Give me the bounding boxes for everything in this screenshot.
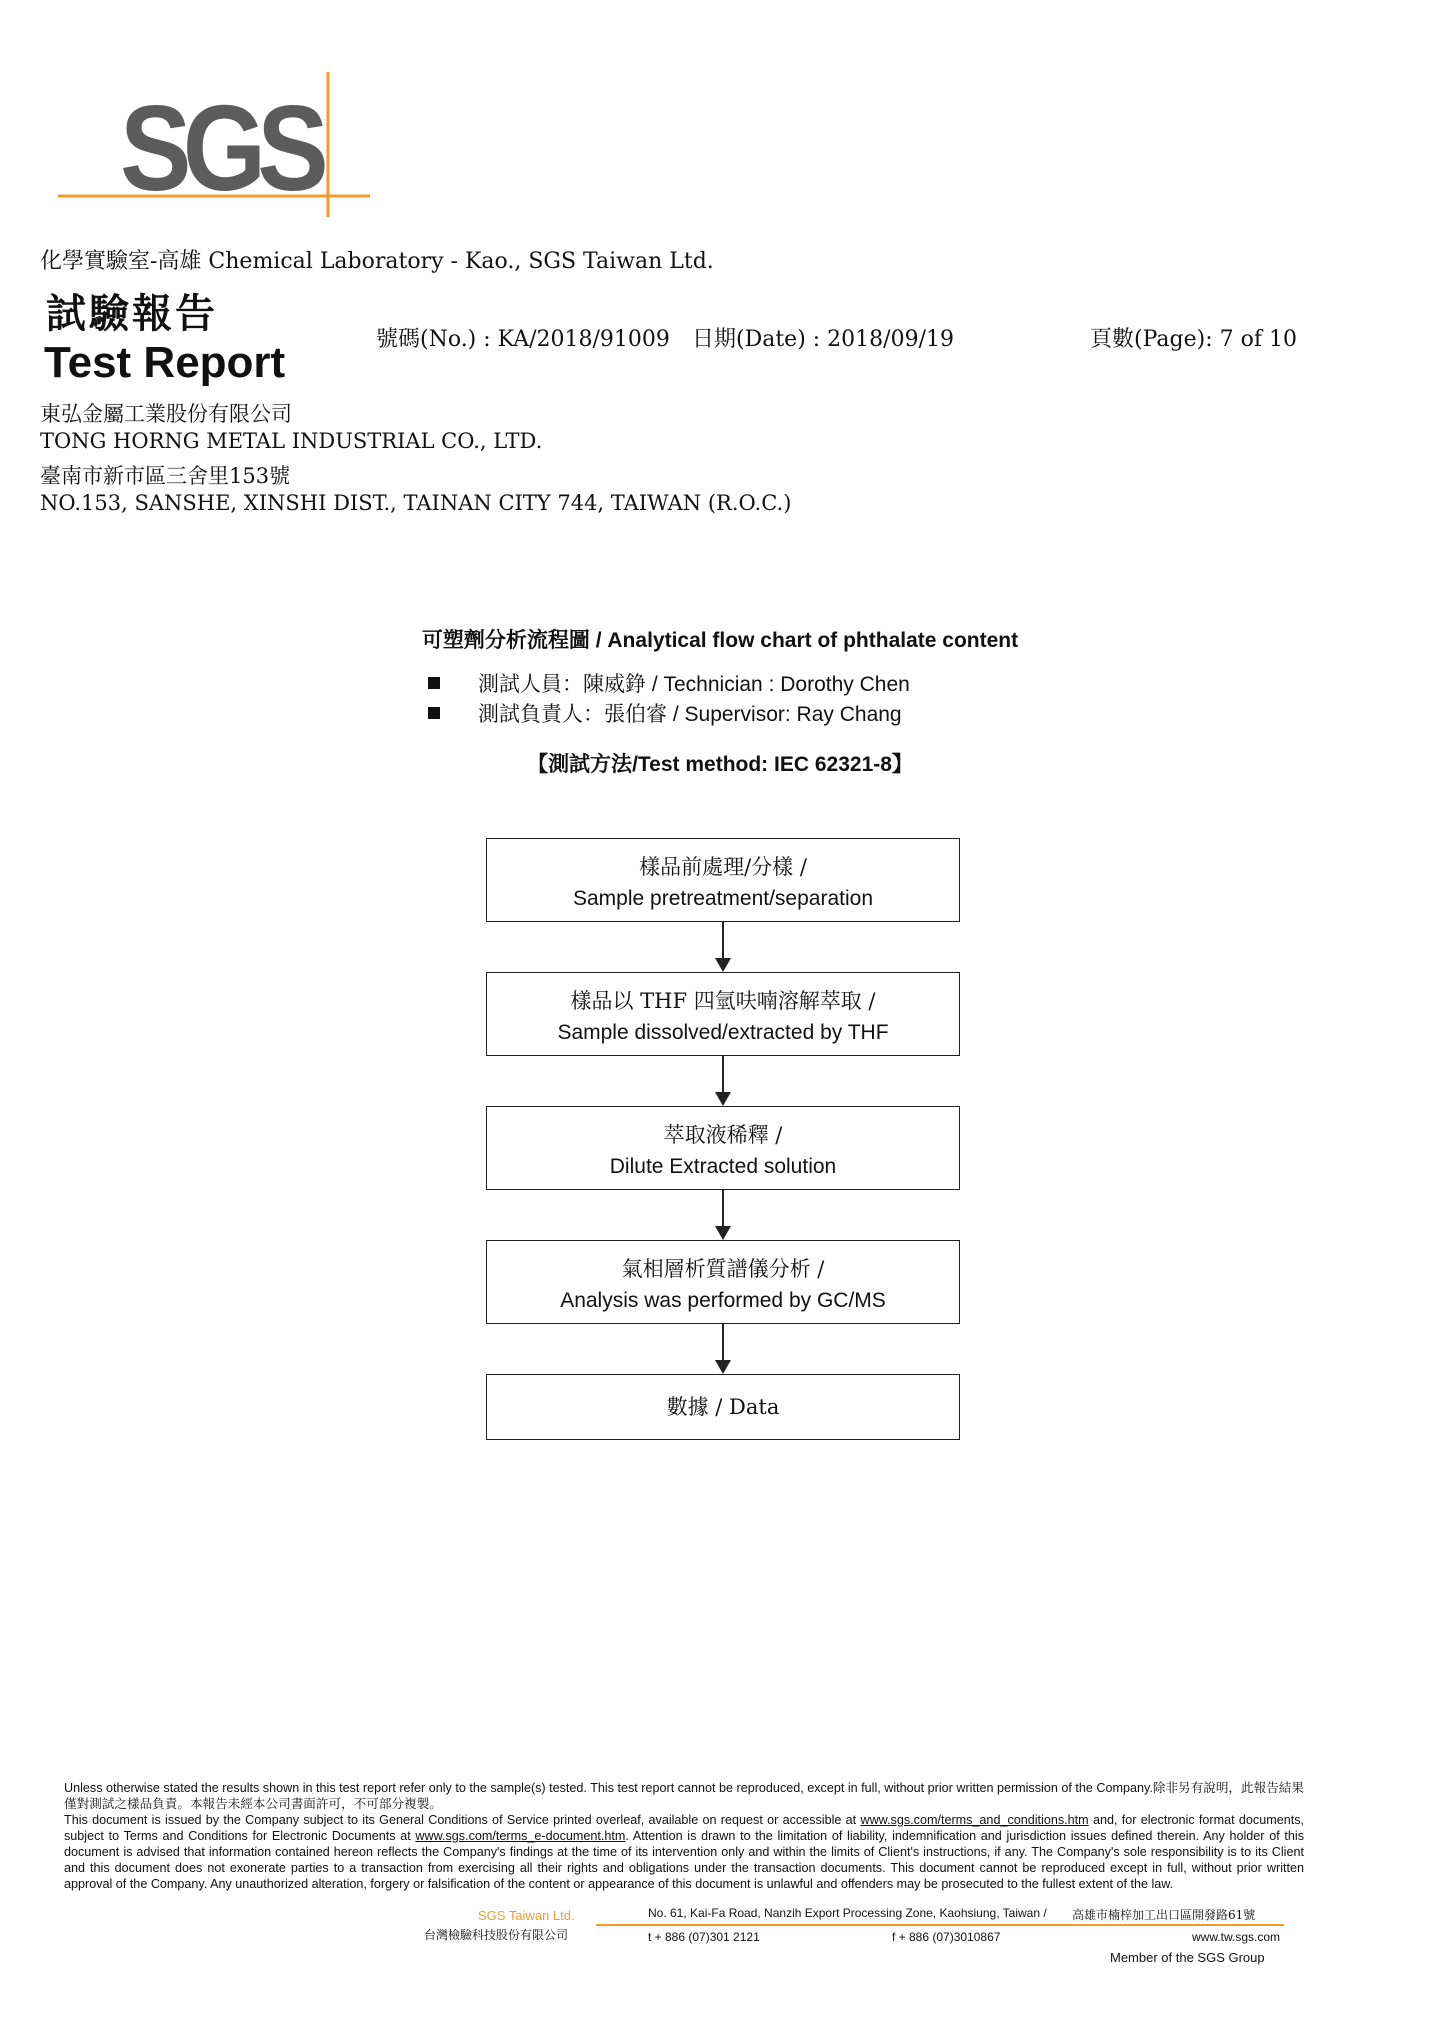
footer-member: Member of the SGS Group xyxy=(1110,1950,1265,1965)
flow-step-pretreatment: 樣品前處理/分樣 / Sample pretreatment/separation xyxy=(486,838,960,922)
footer-telephone: t + 886 (07)301 2121 xyxy=(648,1930,760,1944)
flow-arrow-2 xyxy=(722,1056,724,1104)
footer-fax: f + 886 (07)3010867 xyxy=(892,1930,1001,1944)
supervisor-cn: 測試負責人：張伯睿 xyxy=(478,702,667,726)
flow-arrow-4 xyxy=(722,1324,724,1372)
bullet-square-icon xyxy=(428,677,440,689)
report-number: 號碼(No.) : KA/2018/91009 xyxy=(376,327,670,352)
lab-line: 化學實驗室-高雄 Chemical Laboratory - Kao., SGS Taiwan Ltd. xyxy=(40,249,714,274)
section-title xyxy=(0,624,1440,654)
footer-divider xyxy=(596,1924,1284,1926)
client-address-en: NO.153, SANSHE, XINSHI DIST., TAINAN CITY 744, TAIWAN (R.O.C.) xyxy=(40,491,792,515)
section-title-cn: 可塑劑分析流程圖 xyxy=(421,627,590,652)
client-address-cn: 臺南市新市區三舍里153號 xyxy=(40,464,291,488)
flow-step-data: 數據 / Data xyxy=(486,1374,960,1440)
terms-conditions-link[interactable]: www.sgs.com/terms_and_conditions.htm xyxy=(860,1813,1089,1827)
supervisor-row xyxy=(428,698,902,728)
bullet-square-icon xyxy=(428,707,440,719)
footer-address-cn: 高雄市楠梓加工出口區開發路61號 xyxy=(1072,1908,1256,1922)
technician-cn: 測試人員：陳威錚 xyxy=(478,672,646,696)
footer-website[interactable]: www.tw.sgs.com xyxy=(1192,1930,1281,1944)
report-title-en: Test Report xyxy=(44,338,286,387)
test-method: 【測試方法/Test method: IEC 62321-8】 xyxy=(527,751,913,776)
flow-step-gcms: 氣相層析質譜儀分析 / Analysis was performed by GC/MS xyxy=(486,1240,960,1324)
flow-arrow-1 xyxy=(722,922,724,970)
footer-company-en: SGS Taiwan Ltd. xyxy=(478,1908,575,1923)
page-number: 頁數(Page): 7 of 10 xyxy=(1090,327,1297,352)
section-title-en: / Analytical flow chart of phthalate content xyxy=(589,629,1019,652)
flow-arrow-3 xyxy=(722,1190,724,1238)
technician-row xyxy=(428,668,910,698)
footer-disclaimer-p2: This document is issued by the Company subject to its General Conditions of Service printed overleaf, available on request or accessible at www.sgs.com/terms_and_conditions.htm and, for electronic format documents, subject to Terms and Conditions for Electronic Documents at www.sgs.com/terms_e-document.htm. Attention is drawn to the limitation of liability, indemnification and jurisdiction issues defined therein. Any holder of this document is advised that information contained hereon reflects the Company's findings at the time of its intervention only and within the limits of Client's instructions, if any. The Company's sole responsibility is to its Client and this document does not exonerate parties to a transaction from exercising all their rights and obligations under the transaction documents. This document cannot be reproduced except in full, without prior written approval of the Company. Any unauthorized alteration, forgery or falsification of the content or appearance of this document is unlawful and offenders may be prosecuted to the fullest extent of the law. xyxy=(64,1813,1304,1891)
sgs-logo xyxy=(58,72,378,222)
supervisor-en: / Supervisor: Ray Chang xyxy=(667,703,902,726)
report-title-cn: 試驗報告 xyxy=(46,290,218,337)
technician-en: / Technician : Dorothy Chen xyxy=(646,673,910,696)
test-method-en: /Test method: IEC 62321-8 xyxy=(632,753,892,776)
footer-disclaimer-p1: Unless otherwise stated the results shown in this test report refer only to the sample(s) tested. This test report cannot be reproduced, except in full, without prior written permission of the Company.除非另有說明，此報告結果僅對測試之樣品負責。本報告未經本公司書面許可，不可部分複製。 xyxy=(64,1781,1304,1811)
report-date: 日期(Date) : 2018/09/19 xyxy=(692,327,954,352)
footer-disclaimer xyxy=(64,1780,1304,1892)
footer-company-cn: 台灣檢驗科技股份有限公司 xyxy=(424,1928,569,1942)
client-name-en: TONG HORNG METAL INDUSTRIAL CO., LTD. xyxy=(40,429,543,453)
flow-step-extraction: 樣品以 THF 四氫呋喃溶解萃取 / Sample dissolved/extracted by THF xyxy=(486,972,960,1056)
terms-e-document-link[interactable]: www.sgs.com/terms_e-document.htm xyxy=(415,1829,626,1843)
svg-text:SGS: SGS xyxy=(120,80,325,216)
footer-address-en: No. 61, Kai-Fa Road, Nanzih Export Processing Zone, Kaohsiung, Taiwan / xyxy=(648,1906,1047,1920)
flow-step-dilution: 萃取液稀釋 / Dilute Extracted solution xyxy=(486,1106,960,1190)
client-name-cn: 東弘金屬工業股份有限公司 xyxy=(40,402,292,426)
test-method-cn: 測試方法 xyxy=(548,751,633,776)
